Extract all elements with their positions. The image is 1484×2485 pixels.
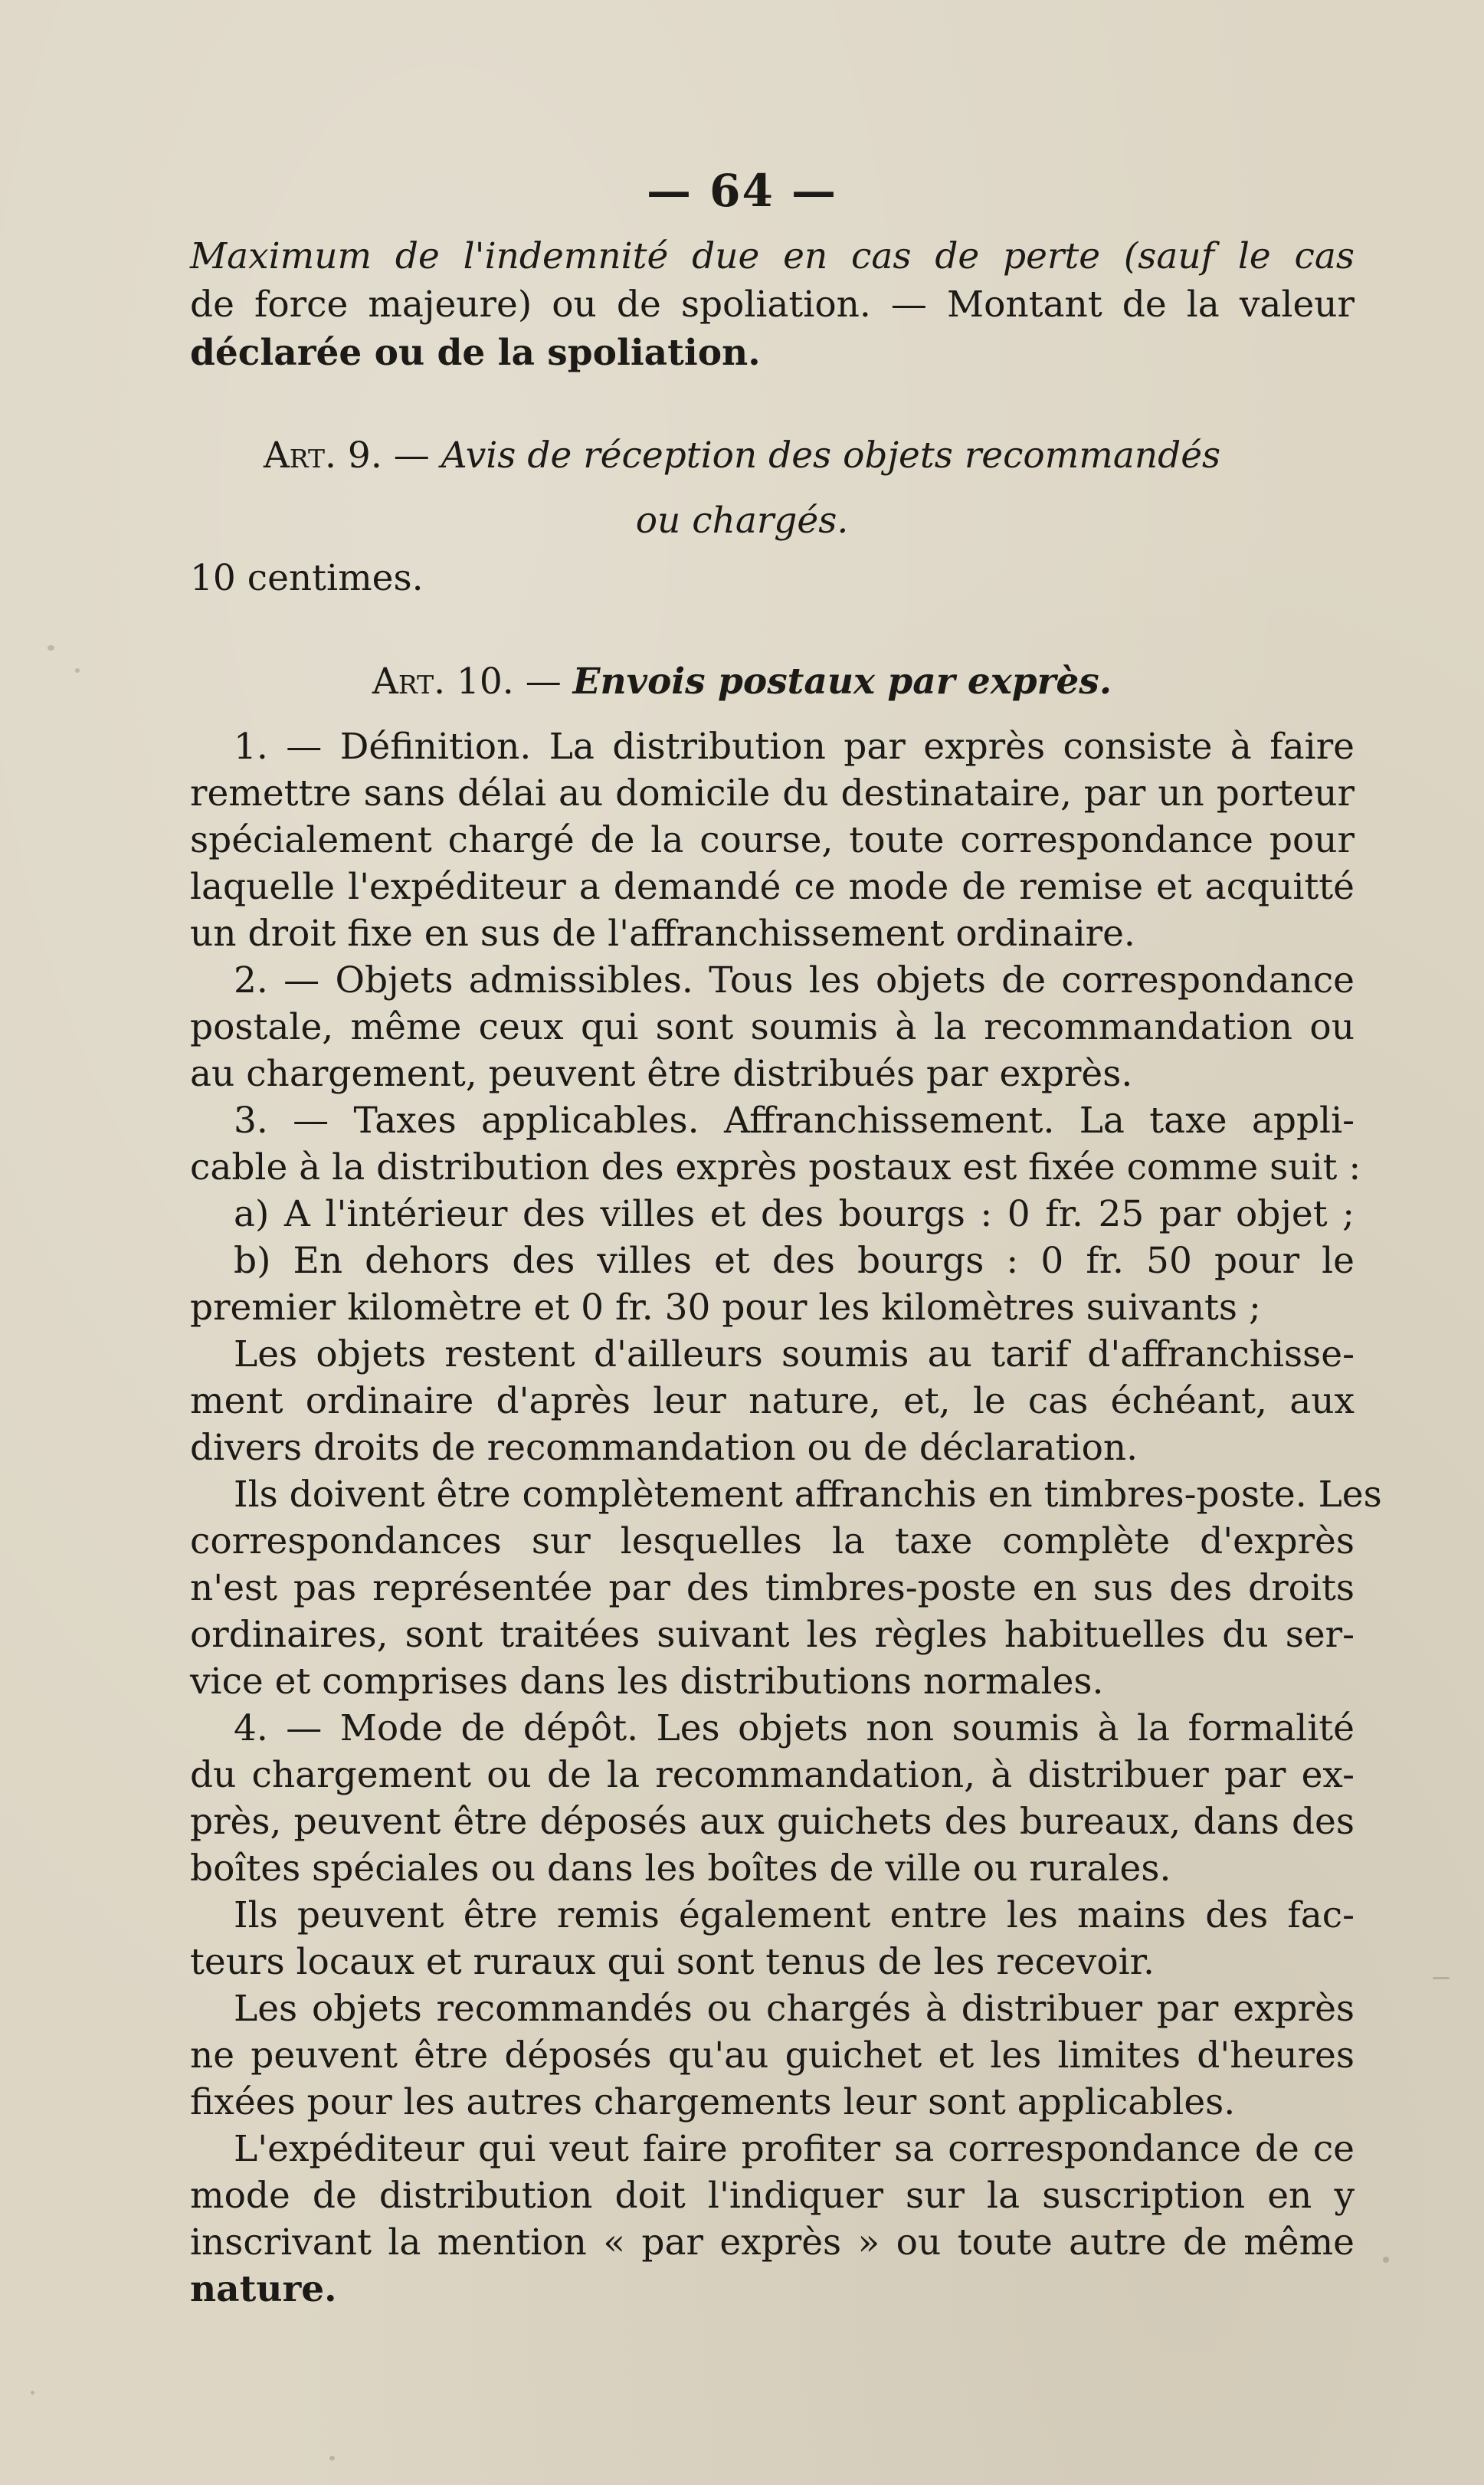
article-10-heading xyxy=(0,659,1484,705)
text-line: 1. — Définition. La distribution par exprès consiste à faire xyxy=(234,726,1355,768)
text-line: Maximum de l'indemnité due en cas de perte (sauf le cas xyxy=(190,235,1355,277)
text-line: mode de distribution doit l'indiquer sur la suscription en y xyxy=(190,2175,1355,2217)
article-9-subtitle: ou chargés. xyxy=(635,500,849,542)
text-line: près, peuvent être déposés aux guichets des bureaux, dans des xyxy=(190,1801,1355,1843)
text-line: laquelle l'expéditeur a demandé ce mode de remise et acquitté xyxy=(190,866,1355,908)
text-line: divers droits de recommandation ou de déclaration. xyxy=(190,1427,1138,1469)
text-line: Ils peuvent être remis également entre les mains des fac- xyxy=(234,1894,1355,1936)
text-line: fixées pour les autres chargements leur sont applicables. xyxy=(190,2081,1236,2123)
text-line: un droit fixe en sus de l'affranchissement ordinaire. xyxy=(190,913,1135,955)
text-line: 2. — Objets admissibles. Tous les objets de correspondance xyxy=(234,959,1355,1002)
article-dash: — xyxy=(525,661,562,703)
text-line: ordinaires, sont traitées suivant les règles habituelles du ser- xyxy=(190,1614,1355,1656)
article-title: Avis de réception des objets recommandés xyxy=(441,434,1221,477)
article-label: Art. 10. xyxy=(372,661,514,703)
paper-speck xyxy=(1383,2257,1389,2263)
text-line: n'est pas représentée par des timbres-poste en sus des droits xyxy=(190,1567,1355,1609)
text-line: a) A l'intérieur des villes et des bourgs : 0 fr. 25 par objet ; xyxy=(234,1193,1355,1235)
text-line: correspondances sur lesquelles la taxe complète d'exprès xyxy=(190,1520,1355,1562)
article-title: Envois postaux par exprès. xyxy=(572,661,1112,703)
text-line: postale, même ceux qui sont soumis à la recommandation ou xyxy=(190,1006,1355,1048)
text-line: nature. xyxy=(190,2268,337,2310)
text-line: ne peuvent être déposés qu'au guichet et les limites d'heures xyxy=(190,2034,1355,2077)
article-9-heading xyxy=(0,433,1484,479)
text-line: du chargement ou de la recommandation, à distribuer par ex- xyxy=(190,1754,1355,1796)
text-line: premier kilomètre et 0 fr. 30 pour les kilomètres suivants ; xyxy=(190,1287,1261,1329)
article-label: Art. 9. xyxy=(263,434,382,477)
text-line: L'expéditeur qui veut faire profiter sa correspondance de ce xyxy=(234,2128,1355,2170)
text-line: remettre sans délai au domicile du destinataire, par un porteur xyxy=(190,772,1355,815)
text-line: au chargement, peuvent être distribués par exprès. xyxy=(190,1053,1133,1095)
text-line: cable à la distribution des exprès postaux est fixée comme suit : xyxy=(190,1146,1361,1188)
text-line: inscrivant la mention « par exprès » ou toute autre de même xyxy=(190,2221,1355,2264)
article-9-amount: 10 centimes. xyxy=(190,557,424,599)
text-line: de force majeure) ou de spoliation. — Montant de la valeur xyxy=(190,284,1355,326)
text-line: 4. — Mode de dépôt. Les objets non soumis à la formalité xyxy=(234,1707,1355,1749)
article-dash: — xyxy=(393,434,430,477)
text-line: vice et comprises dans les distributions normales. xyxy=(190,1660,1104,1703)
text-line: Ils doivent être complètement affranchis en timbres-poste. Les xyxy=(234,1474,1382,1516)
text-line: Les objets restent d'ailleurs soumis au tarif d'affranchisse- xyxy=(234,1333,1355,1375)
text-line: b) En dehors des villes et des bourgs : 0 fr. 50 pour le xyxy=(234,1240,1355,1282)
text-line: 3. — Taxes applicables. Affranchissement. La taxe appli- xyxy=(234,1100,1355,1142)
text-line: ment ordinaire d'après leur nature, et, le cas échéant, aux xyxy=(190,1380,1355,1422)
text-line: teurs locaux et ruraux qui sont tenus de les recevoir. xyxy=(190,1941,1155,1983)
text-line: Les objets recommandés ou chargés à distribuer par exprès xyxy=(234,1988,1355,2030)
paper-speck xyxy=(48,645,54,651)
text-line: boîtes spéciales ou dans les boîtes de ville ou rurales. xyxy=(190,1847,1171,1890)
paper-speck xyxy=(31,2391,34,2395)
text-line: déclarée ou de la spoliation. xyxy=(190,332,761,374)
page-number: — 64 — xyxy=(646,165,838,217)
paper-speck xyxy=(1433,1977,1450,1979)
paper-speck xyxy=(329,2456,335,2460)
text-line: spécialement chargé de la course, toute correspondance pour xyxy=(190,819,1355,861)
